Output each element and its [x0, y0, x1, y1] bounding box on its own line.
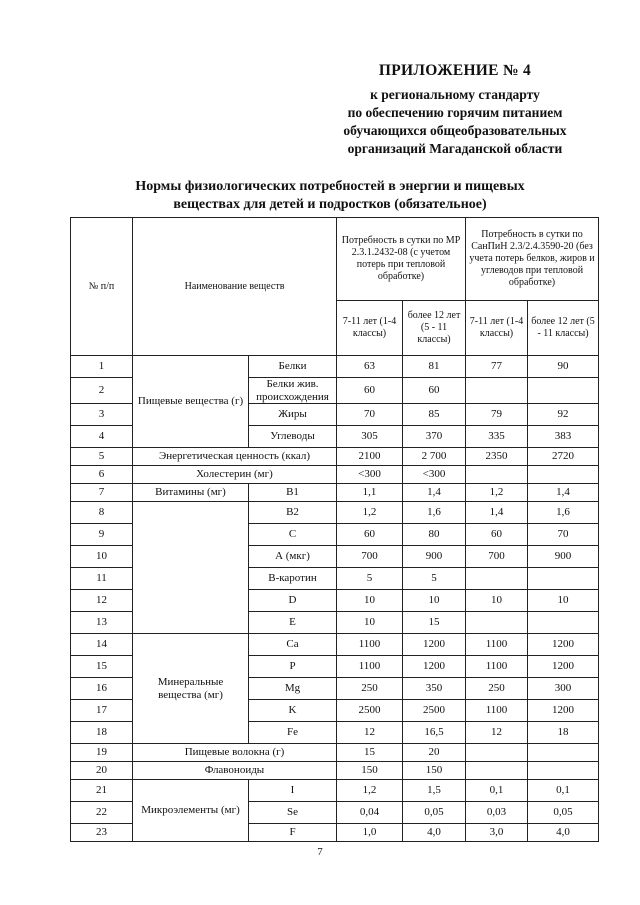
value-cell: 0,05: [403, 802, 466, 824]
substance-name: F: [249, 824, 337, 842]
row-number: 1: [71, 356, 133, 378]
substance-name: K: [249, 700, 337, 722]
table-row: [71, 356, 599, 378]
table-row: [71, 484, 599, 502]
col-header-sanpin-group: Потребность в сутки по СанПиН 2.3/2.4.3590-20 (без учета потерь белков, жиров и углеводов при тепловой обработке): [466, 218, 599, 301]
value-cell: [466, 744, 528, 762]
value-cell: 4,0: [403, 824, 466, 842]
value-cell: <300: [337, 466, 403, 484]
value-cell: 1,6: [528, 502, 599, 524]
value-cell: 15: [337, 744, 403, 762]
value-cell: 10: [403, 590, 466, 612]
value-cell: 1100: [466, 700, 528, 722]
col-header-name: Наименование веществ: [133, 218, 337, 356]
appendix-title: ПРИЛОЖЕНИЕ № 4: [378, 62, 532, 79]
value-cell: 700: [466, 546, 528, 568]
value-cell: 1,6: [403, 502, 466, 524]
value-cell: [528, 466, 599, 484]
substance-name: Энергетическая ценность (ккал): [133, 448, 337, 466]
row-number: 15: [71, 656, 133, 678]
value-cell: [466, 612, 528, 634]
value-cell: 1,5: [403, 780, 466, 802]
value-cell: 60: [337, 524, 403, 546]
value-cell: 85: [403, 404, 466, 426]
appendix-subtitle-line: организаций Магаданской области: [347, 141, 563, 156]
value-cell: 2 700: [403, 448, 466, 466]
value-cell: 1100: [466, 634, 528, 656]
value-cell: 2500: [403, 700, 466, 722]
value-cell: 1,2: [337, 780, 403, 802]
row-number: 9: [71, 524, 133, 546]
value-cell: 1200: [403, 656, 466, 678]
value-cell: 1200: [403, 634, 466, 656]
substance-name: Углеводы: [249, 426, 337, 448]
row-number: 6: [71, 466, 133, 484]
value-cell: 1,4: [528, 484, 599, 502]
value-cell: 0,04: [337, 802, 403, 824]
value-cell: [528, 762, 599, 780]
category-vitamins: Витамины (мг): [133, 484, 249, 502]
value-cell: 900: [403, 546, 466, 568]
substance-name: А (мкг): [249, 546, 337, 568]
value-cell: 12: [337, 722, 403, 744]
value-cell: 10: [337, 590, 403, 612]
value-cell: 12: [466, 722, 528, 744]
value-cell: 335: [466, 426, 528, 448]
col-header-mr-group: Потребность в сутки по МР 2.3.1.2432-08 (с учетом потерь при тепловой обработке): [337, 218, 466, 301]
table-title-line: Нормы физиологических потребностей в энергии и пищевых: [135, 179, 525, 194]
table-row: [71, 762, 599, 780]
value-cell: 2350: [466, 448, 528, 466]
value-cell: 0,1: [466, 780, 528, 802]
value-cell: 70: [528, 524, 599, 546]
row-number: 17: [71, 700, 133, 722]
value-cell: 4,0: [528, 824, 599, 842]
row-number: 14: [71, 634, 133, 656]
appendix-subtitle-line: к региональному стандарту: [370, 87, 540, 102]
substance-name: Холестерин (мг): [133, 466, 337, 484]
row-number: 22: [71, 802, 133, 824]
value-cell: 1100: [337, 634, 403, 656]
substance-name: Жиры: [249, 404, 337, 426]
substance-name: B2: [249, 502, 337, 524]
table-row: [71, 744, 599, 762]
value-cell: 250: [466, 678, 528, 700]
value-cell: 305: [337, 426, 403, 448]
value-cell: 0,05: [528, 802, 599, 824]
table-row: [71, 780, 599, 802]
value-cell: <300: [403, 466, 466, 484]
substance-name: B-каротин: [249, 568, 337, 590]
value-cell: [466, 466, 528, 484]
substance-name: Флавоноиды: [133, 762, 337, 780]
table-title: [95, 178, 565, 214]
substance-name: P: [249, 656, 337, 678]
substance-name: Пищевые волокна (г): [133, 744, 337, 762]
table-row: [71, 448, 599, 466]
value-cell: 60: [403, 378, 466, 404]
row-number: 19: [71, 744, 133, 762]
substance-name: Mg: [249, 678, 337, 700]
value-cell: 81: [403, 356, 466, 378]
value-cell: 1,2: [337, 502, 403, 524]
value-cell: 15: [403, 612, 466, 634]
value-cell: 700: [337, 546, 403, 568]
substance-name: E: [249, 612, 337, 634]
col-header-num: № п/п: [71, 218, 133, 356]
row-number: 23: [71, 824, 133, 842]
value-cell: [528, 744, 599, 762]
value-cell: 1200: [528, 700, 599, 722]
value-cell: [528, 378, 599, 404]
value-cell: [466, 568, 528, 590]
value-cell: 79: [466, 404, 528, 426]
value-cell: 63: [337, 356, 403, 378]
value-cell: 60: [337, 378, 403, 404]
value-cell: 1100: [337, 656, 403, 678]
category-nutrients: Пищевые вещества (г): [133, 356, 249, 448]
value-cell: 1200: [528, 656, 599, 678]
substance-name: Белки жив. происхождения: [249, 378, 337, 404]
category-minerals: Минеральные вещества (мг): [133, 634, 249, 744]
value-cell: 92: [528, 404, 599, 426]
value-cell: 1,2: [466, 484, 528, 502]
value-cell: 80: [403, 524, 466, 546]
nutrition-norms-table: [70, 217, 599, 842]
value-cell: 5: [403, 568, 466, 590]
value-cell: 1,1: [337, 484, 403, 502]
row-number: 4: [71, 426, 133, 448]
row-number: 5: [71, 448, 133, 466]
substance-name: I: [249, 780, 337, 802]
page-number: 7: [317, 846, 323, 858]
value-cell: 2100: [337, 448, 403, 466]
row-number: 16: [71, 678, 133, 700]
row-number: 21: [71, 780, 133, 802]
row-number: 3: [71, 404, 133, 426]
value-cell: 90: [528, 356, 599, 378]
substance-name: Fe: [249, 722, 337, 744]
value-cell: 1,4: [403, 484, 466, 502]
value-cell: 70: [337, 404, 403, 426]
value-cell: 2720: [528, 448, 599, 466]
row-number: 18: [71, 722, 133, 744]
appendix-subtitle: [305, 86, 605, 158]
col-header-age-7-11: 7-11 лет (1-4 классы): [337, 301, 403, 356]
value-cell: 18: [528, 722, 599, 744]
row-number: 8: [71, 502, 133, 524]
row-number: 10: [71, 546, 133, 568]
value-cell: [466, 378, 528, 404]
value-cell: 900: [528, 546, 599, 568]
value-cell: 350: [403, 678, 466, 700]
value-cell: 150: [403, 762, 466, 780]
row-number: 12: [71, 590, 133, 612]
value-cell: 10: [466, 590, 528, 612]
substance-name: Se: [249, 802, 337, 824]
col-header-age-12plus: более 12 лет (5 - 11 классы): [403, 301, 466, 356]
row-number: 7: [71, 484, 133, 502]
row-number: 11: [71, 568, 133, 590]
value-cell: 16,5: [403, 722, 466, 744]
substance-name: Белки: [249, 356, 337, 378]
value-cell: 250: [337, 678, 403, 700]
value-cell: 10: [528, 590, 599, 612]
value-cell: 2500: [337, 700, 403, 722]
value-cell: 1200: [528, 634, 599, 656]
value-cell: 1,0: [337, 824, 403, 842]
substance-name: C: [249, 524, 337, 546]
value-cell: 1,4: [466, 502, 528, 524]
value-cell: 60: [466, 524, 528, 546]
appendix-subtitle-line: по обеспечению горячим питанием: [347, 105, 563, 120]
value-cell: 0,03: [466, 802, 528, 824]
value-cell: 300: [528, 678, 599, 700]
col-header-age-7-11-sanpin: 7-11 лет (1-4 классы): [466, 301, 528, 356]
value-cell: [466, 762, 528, 780]
category-microelements: Микроэлементы (мг): [133, 780, 249, 842]
value-cell: 20: [403, 744, 466, 762]
value-cell: 5: [337, 568, 403, 590]
appendix-subtitle-line: обучающихся общеобразовательных: [343, 123, 567, 138]
table-row: [71, 466, 599, 484]
row-number: 13: [71, 612, 133, 634]
table-title-line: веществах для детей и подростков (обязательное): [173, 197, 487, 212]
substance-name: B1: [249, 484, 337, 502]
category-vitamins-continued: [133, 502, 249, 634]
value-cell: [528, 568, 599, 590]
value-cell: 0,1: [528, 780, 599, 802]
substance-name: Ca: [249, 634, 337, 656]
table-row: [71, 502, 599, 524]
value-cell: 150: [337, 762, 403, 780]
row-number: 20: [71, 762, 133, 780]
table-row: [71, 634, 599, 656]
value-cell: [528, 612, 599, 634]
value-cell: 10: [337, 612, 403, 634]
value-cell: 1100: [466, 656, 528, 678]
value-cell: 3,0: [466, 824, 528, 842]
value-cell: 383: [528, 426, 599, 448]
value-cell: 77: [466, 356, 528, 378]
row-number: 2: [71, 378, 133, 404]
table-body: [71, 356, 599, 842]
substance-name: D: [249, 590, 337, 612]
value-cell: 370: [403, 426, 466, 448]
col-header-age-12plus-sanpin: более 12 лет (5 - 11 классы): [528, 301, 599, 356]
